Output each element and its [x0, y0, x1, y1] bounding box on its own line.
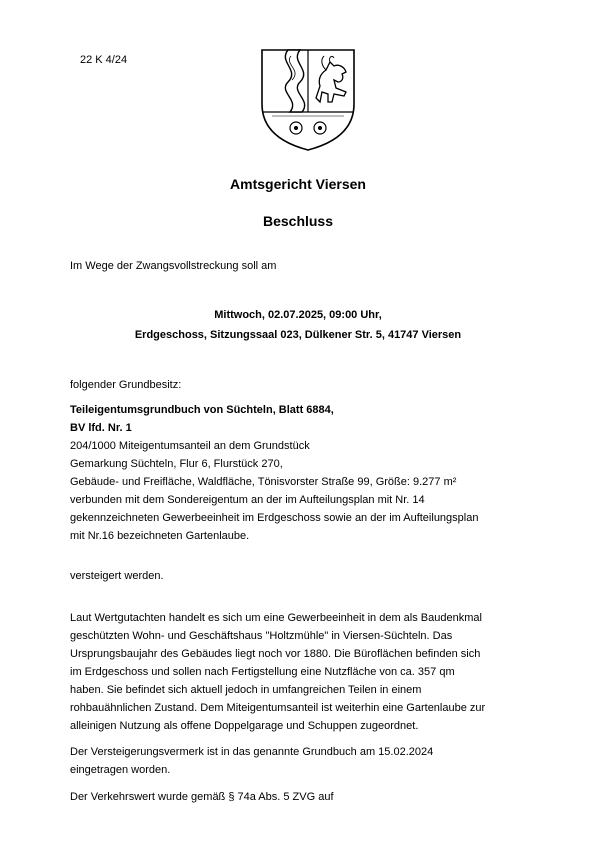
description-line: geschützten Wohn- und Geschäftshaus "Holtzmühle" in Viersen-Süchteln. Das	[70, 630, 453, 642]
property-line: mit Nr.16 bezeichneten Gartenlaube.	[70, 530, 250, 542]
property-line: 204/1000 Miteigentumsanteil an dem Grundstück	[70, 440, 310, 452]
appointment-location: Erdgeschoss, Sitzungssaal 023, Dülkener Str. 5, 41747 Viersen	[134, 329, 462, 341]
document-type: Beschluss	[262, 213, 334, 229]
registration-line: Der Versteigerungsvermerk ist in das genannte Grundbuch am 15.02.2024	[70, 746, 434, 758]
registration-line: eingetragen worden.	[70, 764, 171, 776]
description-line: im Erdgeschoss und sollen nach Fertigstellung eine Nutzfläche von ca. 357 qm	[70, 666, 455, 678]
property-line: Gemarkung Süchteln, Flur 6, Flurstück 270,	[70, 458, 283, 470]
coat-of-arms-icon	[258, 46, 358, 154]
court-name: Amtsgericht Viersen	[230, 176, 366, 192]
property-intro: folgender Grundbesitz:	[70, 379, 182, 391]
description-line: haben. Sie befindet sich aktuell jedoch in umfangreichen Teilen in einem	[70, 684, 422, 696]
auction-statement: versteigert werden.	[70, 570, 164, 582]
description-line: Ursprungsbaujahr des Gebäudes liegt noch vor 1880. Die Büroflächen befinden sich	[70, 648, 481, 660]
property-line: Gebäude- und Freifläche, Waldfläche, Tönisvorster Straße 99, Größe: 9.277 m²	[70, 476, 457, 488]
description-line: Laut Wertgutachten handelt es sich um eine Gewerbeeinheit in dem als Baudenkmal	[70, 612, 482, 624]
description-line: alleinigen Nutzung als offene Doppelgarage und Schuppen zugeordnet.	[70, 720, 419, 732]
description-line: rohbauähnlichen Zustand. Dem Miteigentumsanteil ist weiterhin eine Gartenlaube zur	[70, 702, 486, 714]
property-line: verbunden mit dem Sondereigentum an der im Aufteilungsplan mit Nr. 14	[70, 494, 425, 506]
property-bv: BV lfd. Nr. 1	[70, 422, 132, 434]
case-number: 22 K 4/24	[80, 54, 128, 66]
property-line: gekennzeichneten Gewerbeeinheit im Erdgeschoss sowie an der im Aufteilungsplan	[70, 512, 479, 524]
intro-text: Im Wege der Zwangsvollstreckung soll am	[70, 260, 277, 272]
property-register: Teileigentumsgrundbuch von Süchteln, Blatt 6884,	[70, 404, 334, 416]
value-line: Der Verkehrswert wurde gemäß § 74a Abs. 5 ZVG auf	[70, 791, 334, 803]
appointment-datetime: Mittwoch, 02.07.2025, 09:00 Uhr,	[214, 309, 382, 321]
